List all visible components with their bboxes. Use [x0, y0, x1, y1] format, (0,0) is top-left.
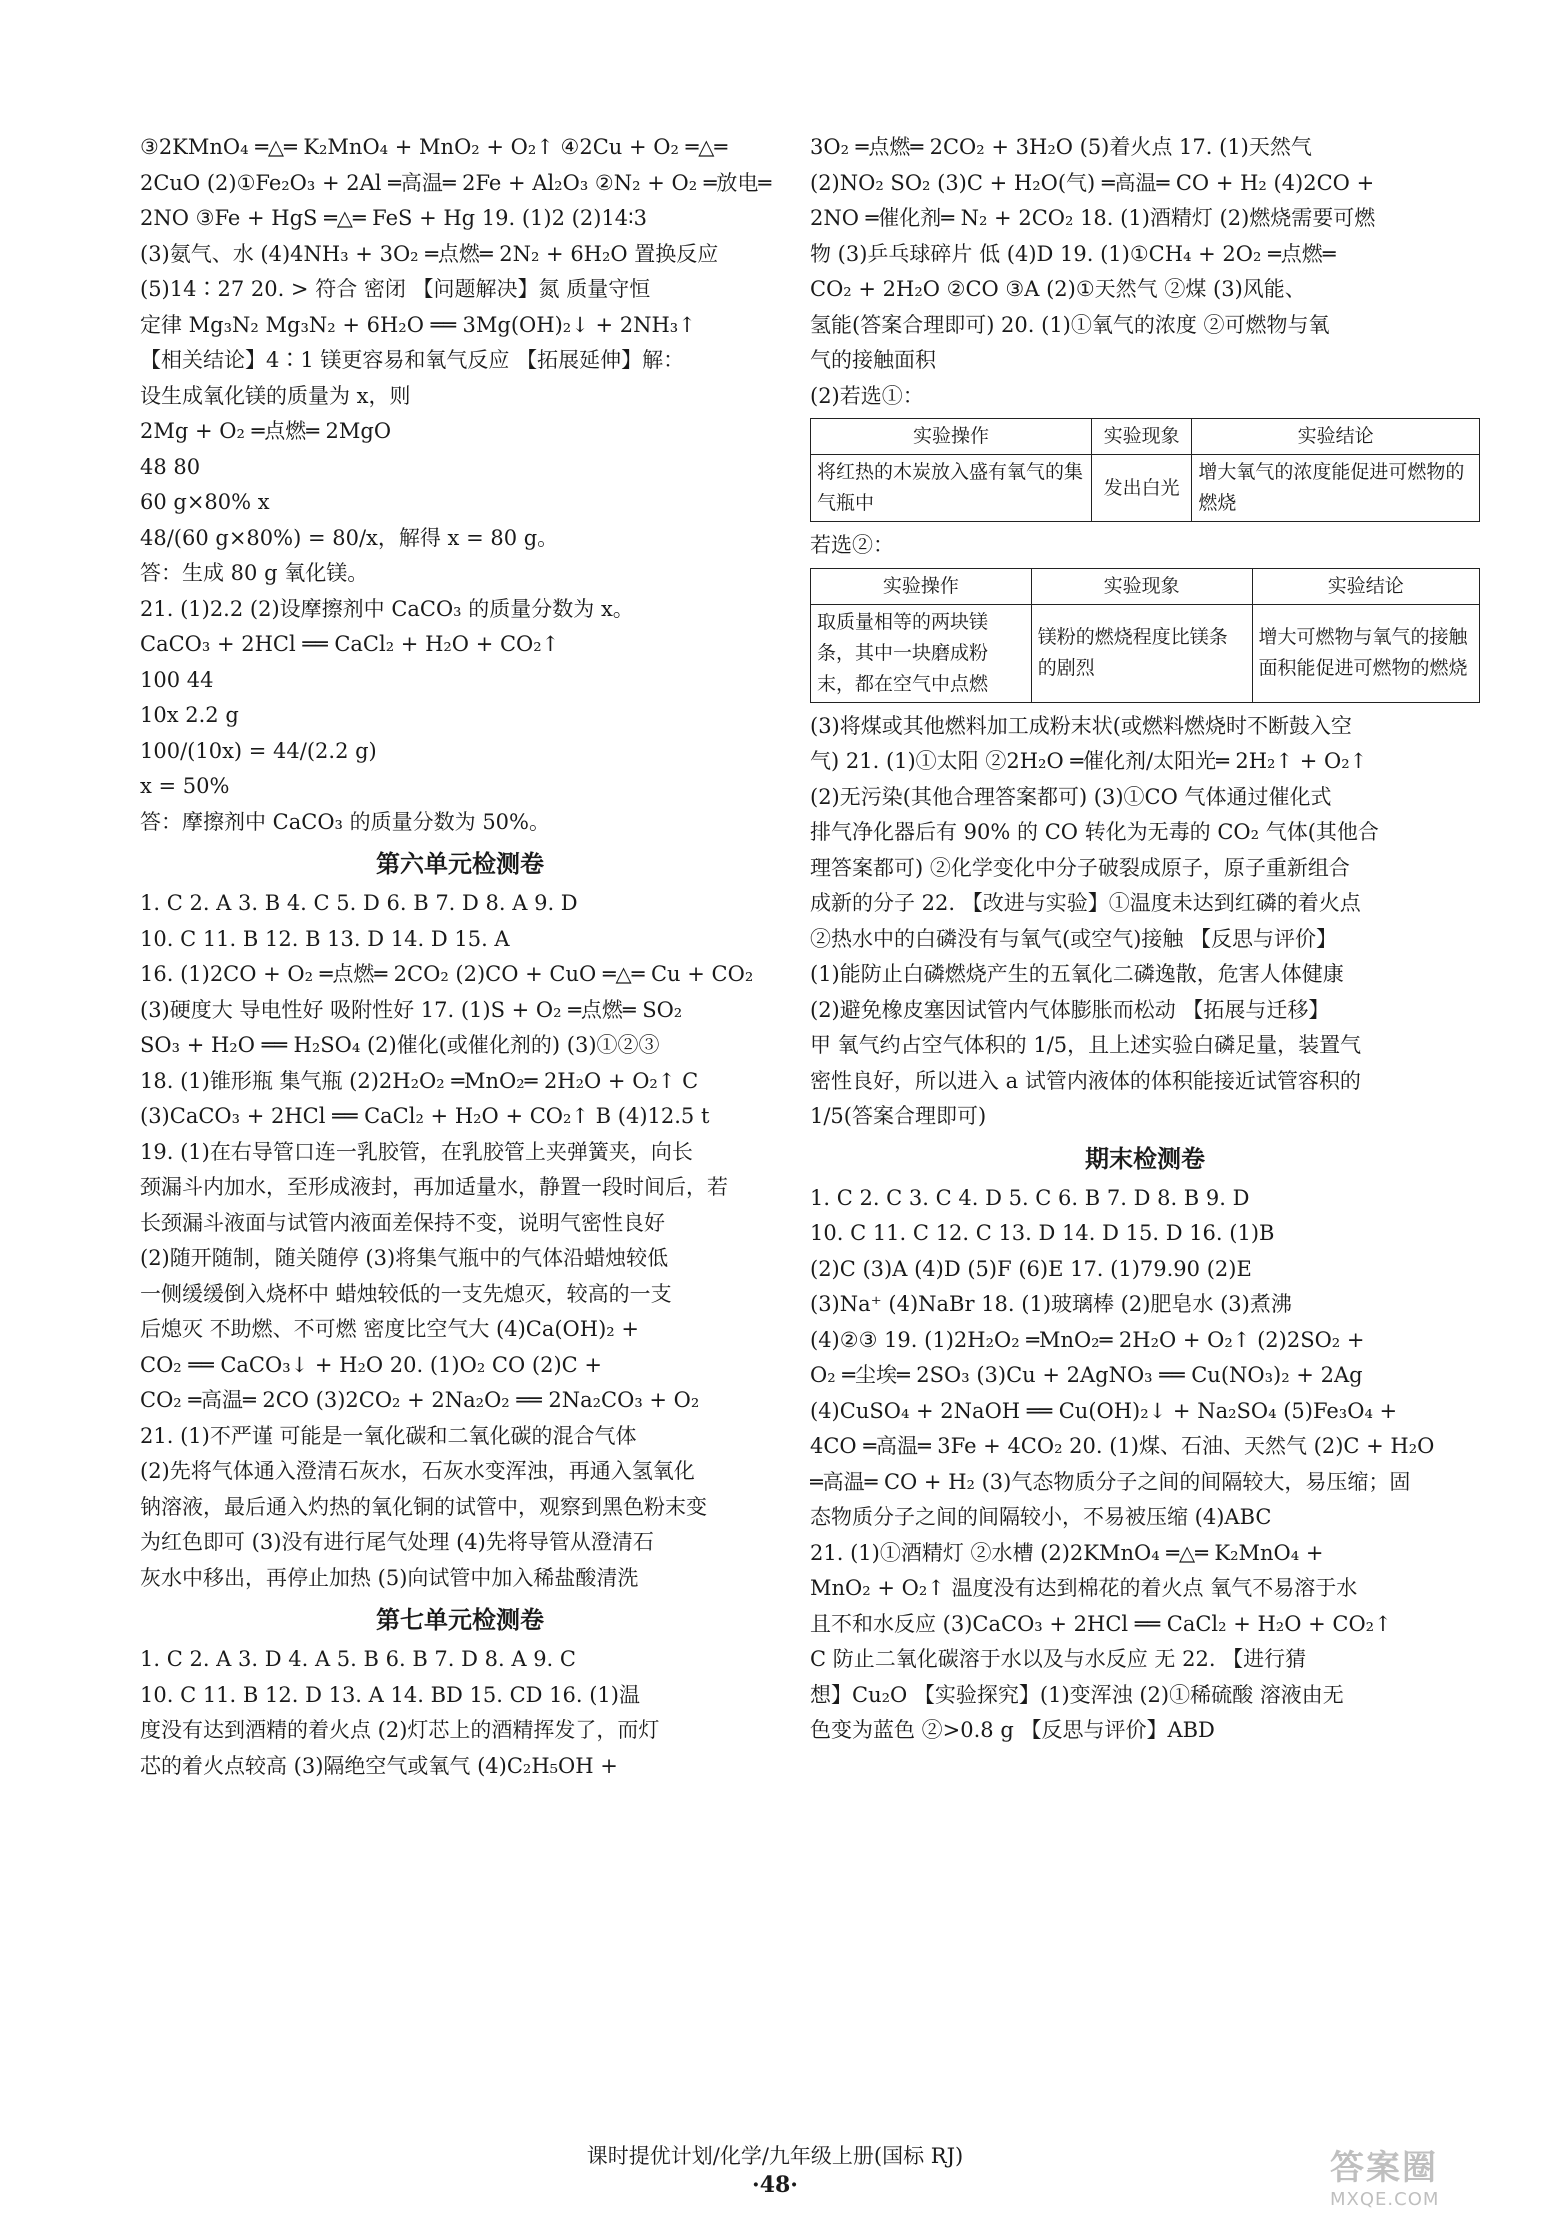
table-header-cell: 实验操作 — [811, 568, 1032, 604]
answer-line: CO₂ + 2H₂O ②CO ③A (2)①天然气 ②煤 (3)风能、 — [810, 277, 1306, 301]
section-heading: 第七单元检测卷 — [376, 1606, 544, 1634]
answer-line: 芯的着火点较高 (3)隔绝空气或氧气 (4)C₂H₅OH + — [140, 1753, 618, 1778]
answer-line: 16. (1)2CO + O₂ ═点燃═ 2CO₂ (2)CO + CuO ═△═ Cu + CO₂ — [140, 962, 754, 986]
answer-line: 21. (1)①酒精灯 ②水槽 (2)2KMnO₄ ═△═ K₂MnO₄ + — [810, 1540, 1324, 1565]
answer-line: 2NO ③Fe + HgS ═△═ FeS + Hg 19. (1)2 (2)14∶3 — [140, 206, 647, 230]
answer-line: (3)硬度大 导电性好 吸附性好 17. (1)S + O₂ ═点燃═ SO₂ — [140, 997, 683, 1022]
answer-line: 甲 氧气约占空气体积的 1/5，且上述实验白磷足量，装置气 — [810, 1033, 1362, 1057]
answer-line: (2)C (3)A (4)D (5)F (6)E 17. (1)79.90 (2)E — [810, 1256, 1252, 1281]
answer-line: (3)氨气、水 (4)4NH₃ + 3O₂ ═点燃═ 2N₂ + 6H₂O 置换反应 — [140, 241, 719, 266]
answer-line: C 防止二氧化碳溶于水以及与水反应 无 22. 【进行猜 — [810, 1647, 1307, 1671]
table-cell: 将红热的木炭放入盛有氧气的集气瓶中 — [811, 455, 1092, 522]
answer-line: 2NO ═催化剂═ N₂ + 2CO₂ 18. (1)酒精灯 (2)燃烧需要可燃 — [810, 206, 1376, 230]
experiment-table-1 — [810, 418, 1480, 522]
answer-line: (2)先将气体通入澄清石灰水，石灰水变浑浊，再通入氢氧化 — [140, 1459, 695, 1483]
answer-line: 答：生成 80 g 氧化镁。 — [140, 561, 369, 585]
watermark-url: MXQE.COM — [1330, 2189, 1440, 2210]
answer-line: 1. C 2. A 3. B 4. C 5. D 6. B 7. D 8. A 9. D — [140, 891, 578, 915]
answer-line: (2)NO₂ SO₂ (3)C + H₂O(气) ═高温═ CO + H₂ (4)2CO + — [810, 170, 1375, 195]
answer-line: 一侧缓缓倒入烧杯中 蜡烛较低的一支先熄灭，较高的一支 — [140, 1281, 672, 1306]
table-cell: 取质量相等的两块镁条，其中一块磨成粉末，都在空气中点燃 — [811, 604, 1032, 702]
answer-line: (4)CuSO₄ + 2NaOH ══ Cu(OH)₂↓ + Na₂SO₄ (5)Fe₃O₄ + — [810, 1398, 1398, 1423]
answer-line: 【相关结论】4∶1 镁更容易和氧气反应 【拓展延伸】解： — [140, 348, 685, 372]
answer-line: (3)将煤或其他燃料加工成粉末状(或燃料燃烧时不断鼓入空 — [810, 713, 1352, 738]
answer-line: 10x 2.2 g — [140, 703, 239, 727]
answer-line: 定律 Mg₃N₂ Mg₃N₂ + 6H₂O ══ 3Mg(OH)₂↓ + 2NH₃↑ — [140, 312, 696, 337]
answer-line: 2Mg + O₂ ═点燃═ 2MgO — [140, 419, 392, 443]
answer-line: MnO₂ + O₂↑ 温度没有达到棉花的着火点 氧气不易溶于水 — [810, 1576, 1358, 1600]
table-header-row — [811, 419, 1480, 455]
answer-line: 设生成氧化镁的质量为 x，则 — [140, 383, 411, 408]
answer-line: 为红色即可 (3)没有进行尾气处理 (4)先将导管从澄清石 — [140, 1530, 654, 1554]
answer-line: 气的接触面积 — [810, 348, 936, 372]
table-cell: 增大氧气的浓度能促进可燃物的燃烧 — [1192, 455, 1480, 522]
answer-line: 答：摩擦剂中 CaCO₃ 的质量分数为 50%。 — [140, 809, 550, 834]
answer-line: 19. (1)在右导管口连一乳胶管，在乳胶管上夹弹簧夹，向长 — [140, 1139, 693, 1164]
answer-line: 密性良好，所以进入 a 试管内液体的体积能接近试管容积的 — [810, 1068, 1361, 1093]
right-column-bottom — [810, 709, 1480, 1749]
answer-line: CaCO₃ + 2HCl ══ CaCl₂ + H₂O + CO₂↑ — [140, 632, 560, 656]
answer-line: 2CuO (2)①Fe₂O₃ + 2Al ═高温═ 2Fe + Al₂O₃ ②N₂ + O₂ ═放电═ — [140, 170, 772, 195]
answer-line: 10. C 11. B 12. D 13. A 14. BD 15. CD 16. (1)温 — [140, 1682, 640, 1707]
answer-line: (1)能防止白磷燃烧产生的五氧化二磷逸散，危害人体健康 — [810, 962, 1344, 986]
answer-line: ═高温═ CO + H₂ (3)气态物质分子之间的间隔较大，易压缩；固 — [810, 1469, 1411, 1494]
left-column — [140, 130, 780, 1784]
answer-line: 气) 21. (1)①太阳 ②2H₂O ═催化剂/太阳光═ 2H₂↑ + O₂↑ — [810, 749, 1368, 773]
answer-line: 颈漏斗内加水，至形成液封，再加适量水，静置一段时间后，若 — [140, 1175, 728, 1199]
answer-line: 钠溶液，最后通入灼热的氧化铜的试管中，观察到黑色粉末变 — [140, 1494, 707, 1519]
answer-line: ③2KMnO₄ ═△═ K₂MnO₄ + MnO₂ + O₂↑ ④2Cu + O₂ ═△═ — [140, 135, 728, 159]
answer-line: (2)随开随制，随关随停 (3)将集气瓶中的气体沿蜡烛较低 — [140, 1246, 669, 1270]
answer-line: 且不和水反应 (3)CaCO₃ + 2HCl ══ CaCl₂ + H₂O + CO₂↑ — [810, 1611, 1392, 1636]
answer-line: ②热水中的白磷没有与氧气(或空气)接触 【反思与评价】 — [810, 926, 1338, 951]
answer-line: CO₂ ══ CaCO₃↓ + H₂O 20. (1)O₂ CO (2)C + — [140, 1352, 602, 1377]
answer-line: 60 g×80% x — [140, 490, 270, 514]
table-header-cell: 实验操作 — [811, 419, 1092, 455]
answer-line: (3)Na⁺ (4)NaBr 18. (1)玻璃棒 (2)肥皂水 (3)煮沸 — [810, 1292, 1292, 1316]
answer-line: x = 50% — [140, 774, 230, 798]
section-heading: 期末检测卷 — [1085, 1144, 1205, 1173]
answer-line: 度没有达到酒精的着火点 (2)灯芯上的酒精挥发了，而灯 — [140, 1718, 660, 1742]
answer-line: 物 (3)乒乓球碎片 低 (4)D 19. (1)①CH₄ + 2O₂ ═点燃═ — [810, 241, 1336, 266]
table-cell: 增大可燃物与氧气的接触面积能促进可燃物的燃烧 — [1252, 604, 1479, 702]
answer-line: CO₂ ═高温═ 2CO (3)2CO₂ + 2Na₂O₂ ══ 2Na₂CO₃ + O₂ — [140, 1388, 700, 1412]
answer-line: (4)②③ 19. (1)2H₂O₂ ═MnO₂═ 2H₂O + O₂↑ (2)2SO₂ + — [810, 1327, 1365, 1352]
table-header-row — [811, 568, 1480, 604]
answer-line: 成新的分子 22. 【改进与实验】①温度未达到红磷的着火点 — [810, 891, 1361, 915]
table-header-cell: 实验结论 — [1192, 419, 1480, 455]
page-number: ·48· — [752, 2172, 798, 2198]
answer-line: 18. (1)锥形瓶 集气瓶 (2)2H₂O₂ ═MnO₂═ 2H₂O + O₂↑ C — [140, 1068, 699, 1093]
answer-line: 1. C 2. C 3. C 4. D 5. C 6. B 7. D 8. B 9. D — [810, 1185, 1250, 1210]
watermark-text: 答案圈 — [1330, 2148, 1438, 2188]
answer-line: 想】Cu₂O 【实验探究】(1)变浑浊 (2)①稀硫酸 溶液由无 — [810, 1682, 1344, 1707]
section-heading: 第六单元检测卷 — [376, 850, 544, 878]
answer-line: (2)无污染(其他合理答案都可) (3)①CO 气体通过催化式 — [810, 784, 1332, 809]
answer-line: (3)CaCO₃ + 2HCl ══ CaCl₂ + H₂O + CO₂↑ B (4)12.5 t — [140, 1104, 710, 1128]
table-header-cell: 实验现象 — [1091, 419, 1191, 455]
answer-line: 21. (1)2.2 (2)设摩擦剂中 CaCO₃ 的质量分数为 x。 — [140, 596, 634, 621]
answer-line: 21. (1)不严谨 可能是一氧化碳和二氧化碳的混合气体 — [140, 1423, 637, 1448]
watermark-logo — [1330, 2140, 1500, 2210]
answer-line: 长颈漏斗液面与试管内液面差保持不变，说明气密性良好 — [140, 1210, 665, 1235]
answer-line: 色变为蓝色 ②>0.8 g 【反思与评价】ABD — [810, 1718, 1215, 1742]
answer-line: 后熄灭 不助燃、不可燃 密度比空气大 (4)Ca(OH)₂ + — [140, 1317, 639, 1341]
table-header-cell: 实验现象 — [1031, 568, 1252, 604]
choice-2-label: 若选②： — [810, 533, 894, 557]
table-row — [811, 455, 1480, 522]
answer-line: 48/(60 g×80%) = 80/x，解得 x = 80 g。 — [140, 525, 559, 550]
answer-line: (5)14∶27 20. > 符合 密闭 【问题解决】氮 质量守恒 — [140, 277, 651, 301]
answer-line: 排气净化器后有 90% 的 CO 转化为无毒的 CO₂ 气体(其他合 — [810, 820, 1379, 844]
answer-line: 氢能(答案合理即可) 20. (1)①氧气的浓度 ②可燃物与氧 — [810, 312, 1330, 337]
answer-line: 灰水中移出，再停止加热 (5)向试管中加入稀盐酸清洗 — [140, 1565, 639, 1590]
answer-line: (2)避免橡皮塞因试管内气体膨胀而松动 【拓展与迁移】 — [810, 997, 1330, 1022]
answer-line: 100/(10x) = 44/(2.2 g) — [140, 738, 377, 763]
answer-line: 10. C 11. C 12. C 13. D 14. D 15. D 16. (1)B — [810, 1221, 1275, 1245]
answer-line: 1/5(答案合理即可) — [810, 1104, 987, 1128]
answer-line: SO₃ + H₂O ══ H₂SO₄ (2)催化(或催化剂的) (3)①②③ — [140, 1033, 660, 1057]
table-header-cell: 实验结论 — [1252, 568, 1479, 604]
table-cell: 镁粉的燃烧程度比镁条的剧烈 — [1031, 604, 1252, 702]
answer-line: O₂ ═尘埃═ 2SO₃ (3)Cu + 2AgNO₃ ══ Cu(NO₃)₂ + 2Ag — [810, 1363, 1363, 1387]
footer-series-title: 课时提优计划/化学/九年级上册(国标 RJ) — [586, 2144, 964, 2168]
answer-line: 态物质分子之间的间隔较小，不易被压缩 (4)ABC — [810, 1505, 1272, 1529]
answer-line: 理答案都可) ②化学变化中分子破裂成原子，原子重新组合 — [810, 855, 1350, 880]
right-column — [810, 130, 1480, 1749]
answer-line: 3O₂ ═点燃═ 2CO₂ + 3H₂O (5)着火点 17. (1)天然气 — [810, 135, 1312, 159]
right-column-top — [810, 130, 1480, 414]
answer-line: 1. C 2. A 3. D 4. A 5. B 6. B 7. D 8. A 9. C — [140, 1647, 576, 1671]
answer-line: 4CO ═高温═ 3Fe + 4CO₂ 20. (1)煤、石油、天然气 (2)C + H₂O — [810, 1434, 1435, 1458]
table-cell: 发出白光 — [1091, 455, 1191, 522]
experiment-table-2 — [810, 568, 1480, 703]
answer-line: 10. C 11. B 12. B 13. D 14. D 15. A — [140, 926, 510, 951]
answer-line: 100 44 — [140, 667, 214, 692]
table-row — [811, 604, 1480, 702]
answer-line: (2)若选①： — [810, 383, 924, 408]
answer-line: 48 80 — [140, 454, 201, 479]
